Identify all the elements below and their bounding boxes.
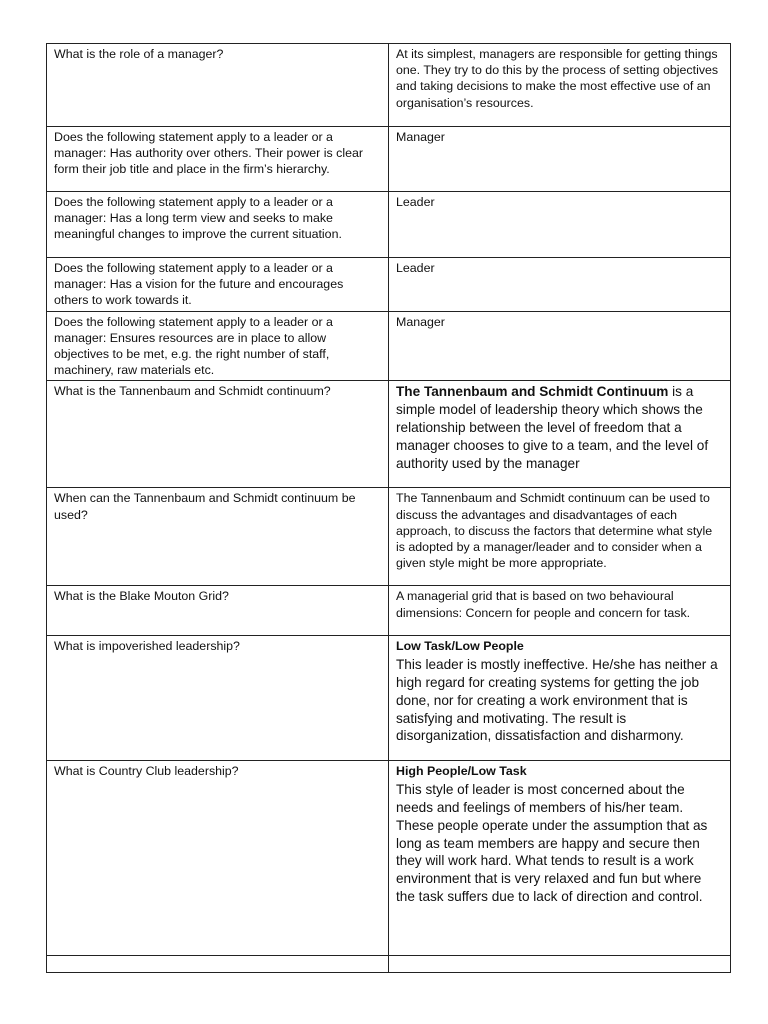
table-row xyxy=(47,311,731,381)
answer-cell: The Tannenbaum and Schmidt continuum can be used to discuss the advantages and disadvantages of each approach, to discuss the factors that determine what style is adopted by a manager/leader and to consider when a given style might be more appropriate. xyxy=(389,488,731,586)
question-cell: What is the Tannenbaum and Schmidt continuum? xyxy=(47,381,389,488)
question-cell: Does the following statement apply to a leader or a manager: Ensures resources are in place to allow objectives to be met, e.g. the right number of staff, machinery, raw materials etc. xyxy=(47,311,389,381)
table-row xyxy=(47,127,731,192)
answer-text: is a simple model of leadership theory which shows the relationship between the level of freedom that a manager chooses to give to a team, and the level of authority used by the manager xyxy=(396,384,709,471)
table-row xyxy=(47,488,731,586)
answer-cell: Manager xyxy=(389,127,731,192)
question-cell: What is the Blake Mouton Grid? xyxy=(47,586,389,636)
table-row xyxy=(47,761,731,956)
table-row xyxy=(47,44,731,127)
answer-cell: A managerial grid that is based on two behavioural dimensions: Concern for people and concern for task. xyxy=(389,586,731,636)
table-row xyxy=(47,258,731,312)
table-row xyxy=(47,586,731,636)
table-row xyxy=(47,956,731,973)
answer-cell: Leader xyxy=(389,192,731,258)
answer-cell: Leader xyxy=(389,258,731,312)
answer-text: This leader is mostly ineffective. He/she has neither a high regard for creating systems for getting the job done, nor for creating a work environment that is satisfying and motivating. The result is disorganization, dissatisfaction and disharmony. xyxy=(396,657,718,744)
answer-cell: Manager xyxy=(389,311,731,381)
question-cell: What is impoverished leadership? xyxy=(47,636,389,761)
answer-cell xyxy=(389,636,731,761)
answer-cell: At its simplest, managers are responsible for getting things one. They try to do this by the process of setting objectives and taking decisions to make the most effective use of an organisation’s resources. xyxy=(389,44,731,127)
table-row xyxy=(47,636,731,761)
table-row xyxy=(47,192,731,258)
question-cell: Does the following statement apply to a leader or a manager: Has a vision for the future and encourages others to work towards it. xyxy=(47,258,389,312)
question-cell: What is the role of a manager? xyxy=(47,44,389,127)
answer-cell xyxy=(389,761,731,956)
answer-heading: Low Task/Low People xyxy=(396,639,524,654)
empty-cell xyxy=(389,956,731,973)
answer-cell xyxy=(389,381,731,488)
question-cell: What is Country Club leadership? xyxy=(47,761,389,956)
answer-heading: High People/Low Task xyxy=(396,764,527,779)
qa-table xyxy=(46,43,731,973)
question-cell: Does the following statement apply to a leader or a manager: Has a long term view and seeks to make meaningful changes to improve the current situation. xyxy=(47,192,389,258)
table-row xyxy=(47,381,731,488)
answer-text: This style of leader is most concerned about the needs and feelings of members of his/her team. These people operate under the assumption that as long as team members are happy and secure then they will work hard. What tends to result is a work environment that is very relaxed and fun but where the task suffers due to lack of direction and control. xyxy=(396,782,708,904)
question-cell: Does the following statement apply to a leader or a manager: Has authority over others. Their power is clear form their job title and place in the firm’s hierarchy. xyxy=(47,127,389,192)
question-cell: When can the Tannenbaum and Schmidt continuum be used? xyxy=(47,488,389,586)
empty-cell xyxy=(47,956,389,973)
answer-bold-term: The Tannenbaum and Schmidt Continuum xyxy=(396,384,669,400)
